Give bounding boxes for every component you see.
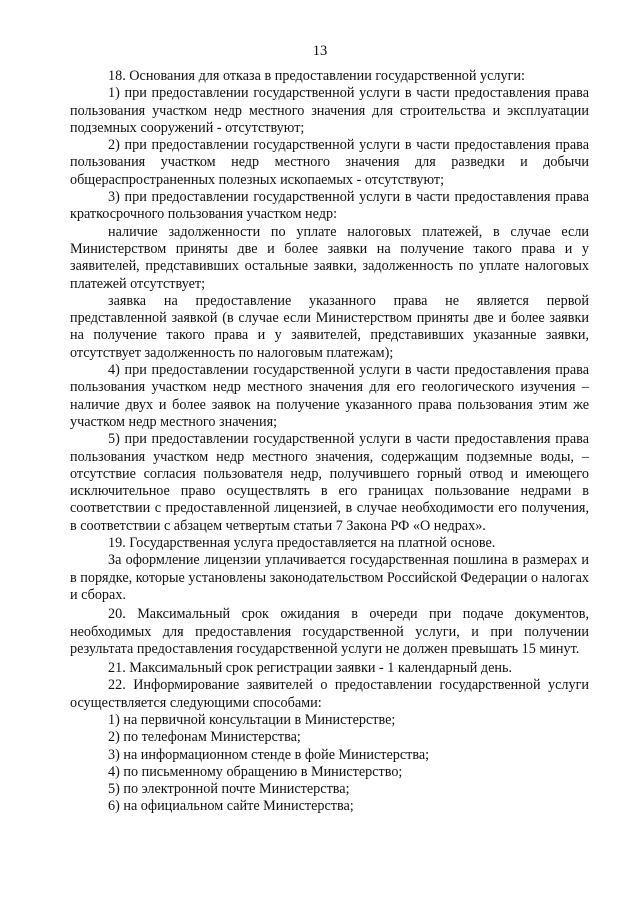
- paragraph-21: 21. Максимальный срок регистрации заявки - 1 календарный день.: [108, 660, 512, 677]
- paragraph-18-item-4: 4) при предоставлении государственной услуги в части предоставления права пользования участком недр местного значения для его геологического изучения – наличие двух и более заявок на получение указанного права пользования этим же участком недр местного значения;: [70, 362, 589, 430]
- page-number: 13: [312, 43, 328, 59]
- paragraph-18-item-3-first-application: заявка на предоставление указанного права не является первой представленной заявкой (в случае если Министерством приняты две и более заявки на получение такого права и у заявителей, представивших указанные заявки, отсутствует задолженность по налоговым платежам);: [70, 292, 589, 361]
- paragraph-22-item-5: 5) по электронной почте Министерства;: [108, 781, 350, 798]
- paragraph-22-item-1: 1) на первичной консультации в Министерстве;: [108, 711, 396, 728]
- document-body: [70, 68, 589, 816]
- paragraph-22-item-4: 4) по письменному обращению в Министерство;: [108, 763, 403, 780]
- paragraph-18-item-3-debt: наличие задолженности по уплате налоговых платежей, в случае если Министерством приняты две и более заявки на получение такого права и у заявителей, представивших остальные заявки, задолженность по уплате налоговых платежей отсутствует;: [70, 223, 589, 292]
- paragraph-18-item-2: 2) при предоставлении государственной услуги в части предоставления права пользования участком недр местного значения для разведки и добычи общераспространенных полезных ископаемых - отсутствуют;: [70, 137, 589, 188]
- paragraph-22-item-2: 2) по телефонам Министерства;: [108, 729, 301, 746]
- paragraph-22-item-6: 6) на официальном сайте Министерства;: [108, 798, 354, 815]
- paragraph-18-item-3: 3) при предоставлении государственной услуги в части предоставления права краткосрочного пользования участком недр:: [70, 189, 589, 223]
- paragraph-19-fee: За оформление лицензии уплачивается государственная пошлина в размерах и в порядке, которые установлены законодательством Российской Федерации о налогах и сборах.: [70, 552, 589, 603]
- paragraph-18-item-1: 1) при предоставлении государственной услуги в части предоставления права пользования участком недр местного значения для строительства и эксплуатации подземных сооружений - отсутствуют;: [70, 85, 589, 136]
- paragraph-22: 22. Информирование заявителей о предоставлении государственной услуги осуществляется следующими способами:: [70, 677, 589, 711]
- paragraph-20: 20. Максимальный срок ожидания в очереди при подаче документов, необходимых для предоставления государственной услуги, и при получении результата предоставления государственной услуги не должен превышать 15 минут.: [70, 606, 589, 657]
- paragraph-18-item-5: 5) при предоставлении государственной услуги в части предоставления права пользования участком недр местного значения, содержащим подземные воды, – отсутствие согласия пользователя недр, получившего горный отвод и имеющего исключительное право осуществлять в его границах пользование недрами в соответствии с предоставленной лицензией, в случае необходимости его получения, в соответствии с абзацем четвертым статьи 7 Закона РФ «О недрах».: [70, 431, 589, 534]
- paragraph-18-heading: 18. Основания для отказа в предоставлении государственной услуги:: [108, 68, 525, 84]
- paragraph-22-item-3: 3) на информационном стенде в фойе Министерства;: [108, 746, 430, 763]
- paragraph-19: 19. Государственная услуга предоставляется на платной основе.: [108, 535, 496, 552]
